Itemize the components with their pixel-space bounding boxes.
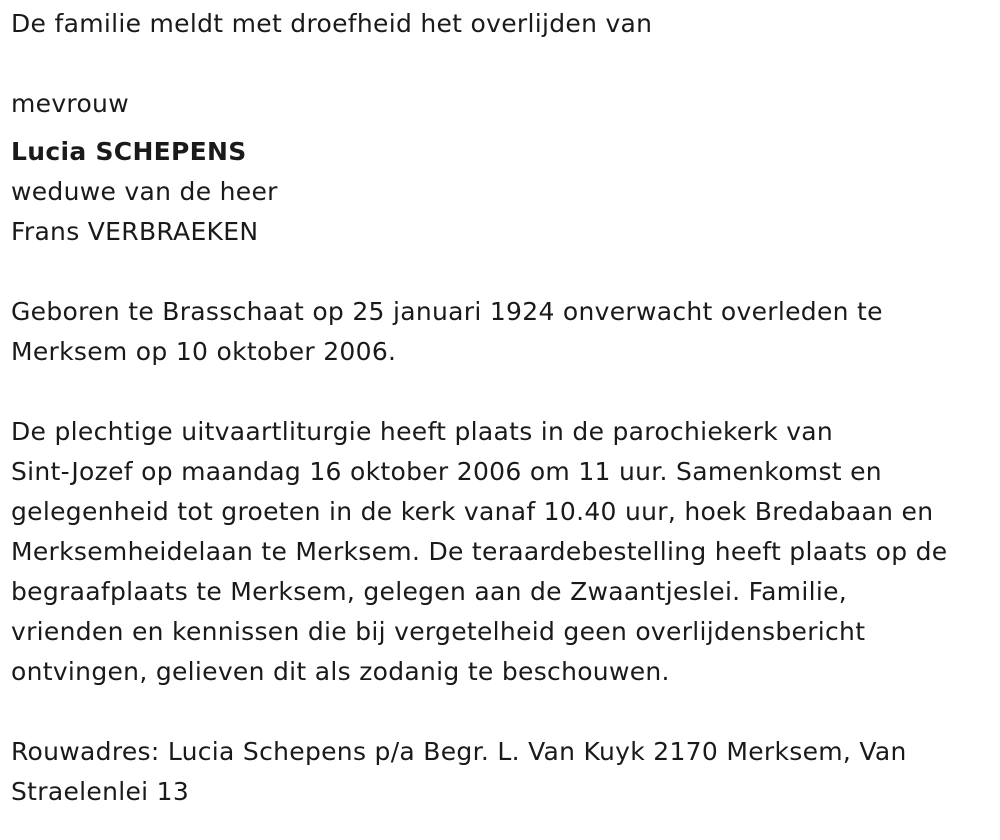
paragraph-line: Merksem op 10 oktober 2006.: [11, 337, 397, 366]
birth-death-paragraph: [11, 292, 991, 372]
paragraph-line: Geboren te Brasschaat op 25 januari 1924 onverwacht overleden te: [11, 297, 883, 326]
spacer: [11, 372, 991, 412]
spacer: [11, 44, 991, 84]
relation-text: weduwe van de heer: [11, 177, 278, 206]
paragraph-line: vrienden en kennissen die bij vergetelheid geen overlijdensbericht: [11, 617, 866, 646]
paragraph-line: Sint-Jozef op maandag 16 oktober 2006 om 11 uur. Samenkomst en: [11, 457, 882, 486]
paragraph-line: gelegenheid tot groeten in de kerk vanaf 10.40 uur, hoek Bredabaan en: [11, 497, 934, 526]
paragraph-line: ontvingen, gelieven dit als zodanig te beschouwen.: [11, 657, 670, 686]
paragraph-line: De plechtige uitvaartliturgie heeft plaats in de parochiekerk van: [11, 417, 834, 446]
funeral-paragraph: [11, 412, 991, 692]
address-paragraph: [11, 732, 991, 812]
spacer: [11, 692, 991, 732]
deceased-name: Lucia SCHEPENS: [11, 137, 247, 166]
obituary-notice: [11, 0, 991, 812]
spacer: [11, 252, 991, 292]
paragraph-line: Straelenlei 13: [11, 777, 190, 806]
paragraph-line: Merksemheidelaan te Merksem. De teraardebestelling heeft plaats op de: [11, 537, 948, 566]
paragraph-line: Rouwadres: Lucia Schepens p/a Begr. L. Van Kuyk 2170 Merksem, Van: [11, 737, 907, 766]
intro-text: De familie meldt met droefheid het overlijden van: [11, 9, 653, 38]
spouse-name: Frans VERBRAEKEN: [11, 217, 259, 246]
paragraph-line: begraafplaats te Merksem, gelegen aan de Zwaantjeslei. Familie,: [11, 577, 848, 606]
deceased-title: mevrouw: [11, 89, 129, 118]
